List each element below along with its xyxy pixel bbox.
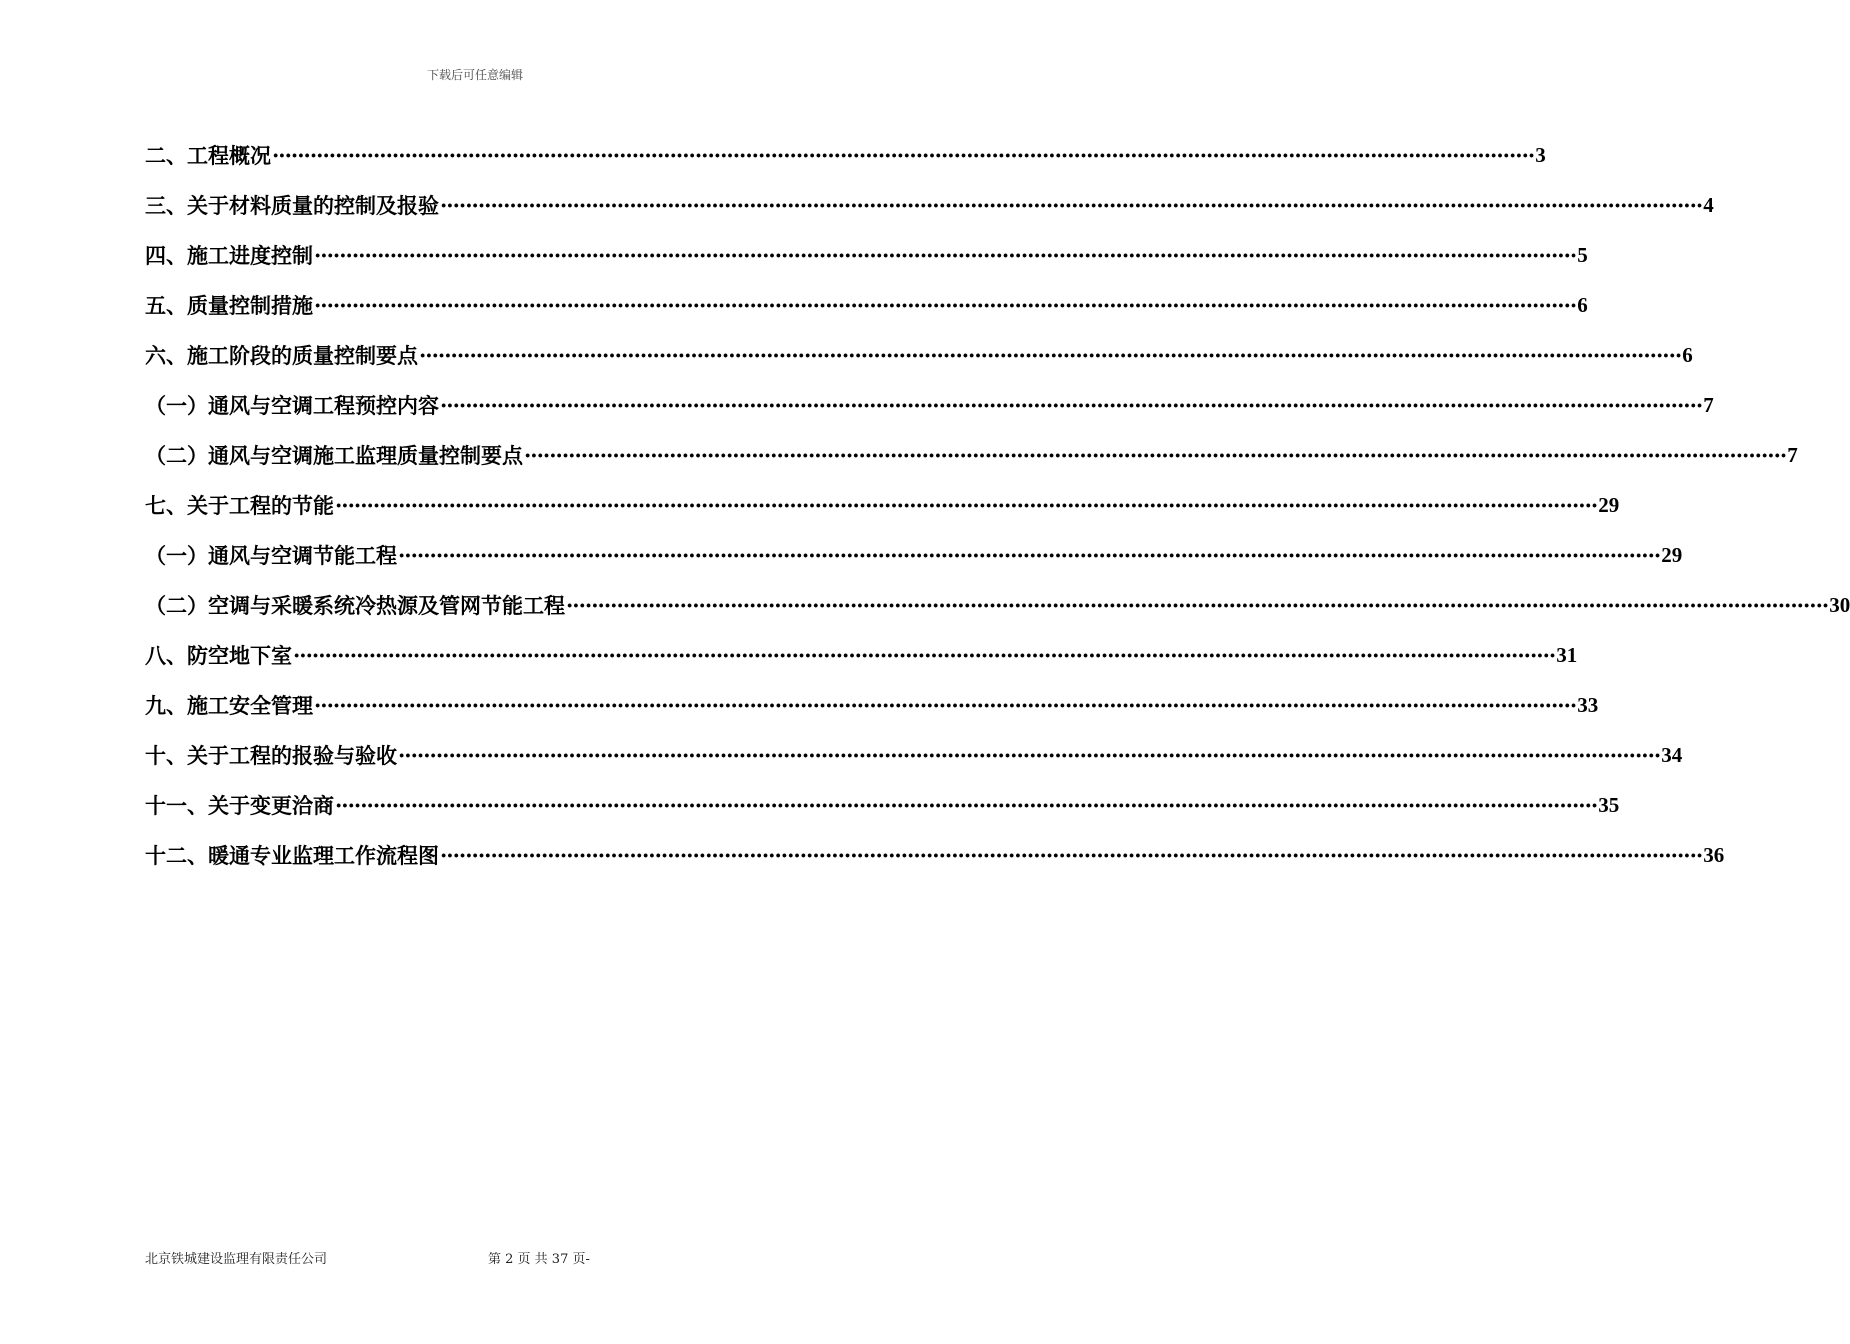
toc-entry-page: 7 — [1787, 442, 1798, 467]
toc-entry-label: 二、工程概况 — [145, 142, 271, 168]
toc-entry[interactable] — [145, 630, 1578, 680]
toc-leader-dots: ········································································································································································································ — [293, 642, 1556, 668]
toc-entry-page: 34 — [1661, 742, 1683, 767]
toc-entry[interactable] — [145, 580, 1850, 630]
toc-entry-page: 3 — [1535, 142, 1546, 167]
toc-leader-dots: ········································································································································································································ — [314, 242, 1577, 268]
toc-entry-label: 四、施工进度控制 — [145, 242, 313, 268]
toc-leader-dots: ········································································································································································································ — [398, 742, 1661, 768]
toc-leader-dots: ········································································································································································································ — [335, 492, 1598, 518]
toc-entry-label: 五、质量控制措施 — [145, 292, 313, 318]
toc-entry-label: 十一、关于变更洽商 — [145, 792, 334, 818]
toc-leader-dots: ········································································································································································································ — [335, 792, 1598, 818]
toc-entry[interactable] — [145, 280, 1588, 330]
toc-entry-page: 7 — [1703, 392, 1714, 417]
toc-entry[interactable] — [145, 380, 1714, 430]
toc-leader-dots: ········································································································································································································ — [419, 342, 1682, 368]
table-of-contents — [145, 130, 1850, 880]
toc-entry[interactable] — [145, 230, 1588, 280]
toc-entry-label: （二）空调与采暖系统冷热源及管网节能工程 — [145, 592, 565, 618]
toc-leader-dots: ········································································································································································································ — [272, 142, 1535, 168]
toc-entry[interactable] — [145, 830, 1725, 880]
toc-entry-page: 29 — [1661, 542, 1683, 567]
toc-entry-page: 4 — [1703, 192, 1714, 217]
toc-entry[interactable] — [145, 430, 1798, 480]
toc-entry-page: 29 — [1598, 492, 1620, 517]
toc-entry-label: （二）通风与空调施工监理质量控制要点 — [145, 442, 523, 468]
toc-entry-page: 31 — [1556, 642, 1578, 667]
toc-leader-dots: ········································································································································································································ — [314, 692, 1577, 718]
toc-leader-dots: ········································································································································································································ — [566, 592, 1829, 618]
toc-entry-page: 6 — [1577, 292, 1588, 317]
toc-leader-dots: ········································································································································································································ — [440, 842, 1703, 868]
toc-entry-page: 5 — [1577, 242, 1588, 267]
toc-entry[interactable] — [145, 530, 1683, 580]
toc-entry-page: 35 — [1598, 792, 1620, 817]
header-note: 下载后可任意编辑 — [426, 68, 523, 82]
toc-entry-page: 6 — [1682, 342, 1693, 367]
toc-leader-dots: ········································································································································································································ — [398, 542, 1661, 568]
toc-leader-dots: ········································································································································································································ — [440, 392, 1703, 418]
toc-entry-page: 36 — [1703, 842, 1725, 867]
toc-entry-label: 九、施工安全管理 — [145, 692, 313, 718]
footer-company: 北京铁城建设监理有限责任公司 — [145, 1252, 328, 1267]
toc-leader-dots: ········································································································································································································ — [440, 192, 1703, 218]
toc-leader-dots: ········································································································································································································ — [314, 292, 1577, 318]
toc-entry-label: （一）通风与空调节能工程 — [145, 542, 397, 568]
toc-leader-dots: ········································································································································································································ — [524, 442, 1787, 468]
toc-entry[interactable] — [145, 180, 1714, 230]
toc-entry-label: 七、关于工程的节能 — [145, 492, 334, 518]
footer-page-number: 第 2 页 共 37 页- — [488, 1252, 590, 1267]
toc-entry-label: 十二、暖通专业监理工作流程图 — [145, 842, 439, 868]
toc-entry[interactable] — [145, 330, 1693, 380]
toc-entry-label: 六、施工阶段的质量控制要点 — [145, 342, 418, 368]
toc-entry[interactable] — [145, 480, 1620, 530]
toc-entry[interactable] — [145, 730, 1683, 780]
toc-entry-label: 三、关于材料质量的控制及报验 — [145, 192, 439, 218]
toc-entry-page: 33 — [1577, 692, 1599, 717]
toc-entry-label: 八、防空地下室 — [145, 642, 292, 668]
toc-entry-label: （一）通风与空调工程预控内容 — [145, 392, 439, 418]
toc-entry[interactable] — [145, 130, 1546, 180]
toc-entry[interactable] — [145, 680, 1599, 730]
toc-entry-page: 30 — [1829, 592, 1850, 617]
toc-entry-label: 十、关于工程的报验与验收 — [145, 742, 397, 768]
toc-entry[interactable] — [145, 780, 1620, 830]
